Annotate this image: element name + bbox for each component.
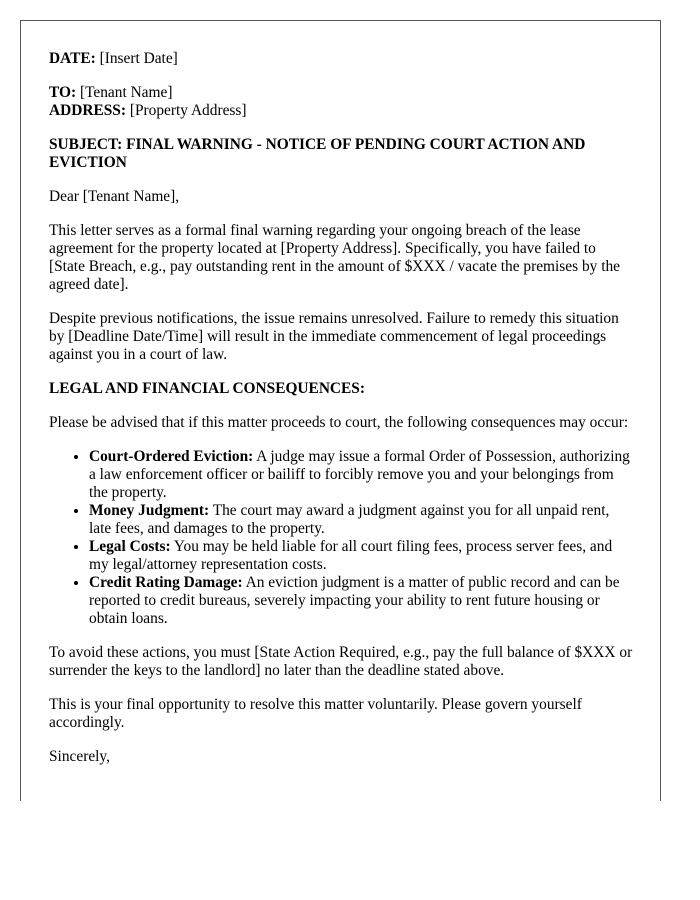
section-heading: LEGAL AND FINANCIAL CONSEQUENCES: [49, 380, 365, 397]
consequence-title: Credit Rating Damage: [89, 574, 243, 591]
list-item [89, 502, 634, 538]
consequence-title: Legal Costs: [89, 538, 171, 555]
consequence-title: Court-Ordered Eviction: [89, 448, 254, 465]
consequence-title: Money Judgment: [89, 502, 210, 519]
address-value: [Property Address] [125, 102, 247, 119]
letter-page [20, 20, 661, 801]
date-value: [Insert Date] [95, 50, 178, 67]
consequence-text: An eviction judgment is a matter of public record and can be reported to credit bureaus, severely impacting your ability to rent future housing or obtain loans. [89, 574, 620, 627]
paragraph-consequences-intro: Please be advised that if this matter proceeds to court, the following consequences may occur: [49, 414, 629, 431]
date-line [49, 50, 634, 68]
list-item [89, 448, 634, 502]
list-item [89, 574, 634, 628]
paragraph-final-opportunity: This is your final opportunity to resolve this matter voluntarily. Please govern yourself accordingly. [49, 696, 582, 731]
paragraph-breach: This letter serves as a formal final warning regarding your ongoing breach of the lease agreement for the property located at [Property Address]. Specifically, you have failed to [State Breach, e.g., pay outstanding rent in the amount of $XXX / vacate the premises by the agreed date]. [49, 222, 621, 293]
paragraph-required-action: To avoid these actions, you must [State Action Required, e.g., pay the full balance of $XXX or surrender the keys to the landlord] no later than the deadline stated above. [49, 644, 633, 679]
letter-body [49, 50, 634, 782]
list-item [89, 538, 634, 574]
consequence-text: You may be held liable for all court filing fees, process server fees, and my legal/attorney representation costs. [89, 538, 613, 573]
date-label: DATE: [49, 50, 96, 67]
salutation: Dear [Tenant Name], [49, 188, 180, 205]
paragraph-deadline: Despite previous notifications, the issue remains unresolved. Failure to remedy this situation by [Deadline Date/Time] will result in the immediate commencement of legal proceedings against you in a court of law. [49, 310, 619, 363]
closing: Sincerely, [49, 748, 110, 765]
subject-line: SUBJECT: FINAL WARNING - NOTICE OF PENDING COURT ACTION AND EVICTION [49, 136, 586, 171]
consequence-text: The court may award a judgment against you for all unpaid rent, late fees, and damages to the property. [89, 502, 610, 537]
consequence-text: A judge may issue a formal Order of Possession, authorizing a law enforcement officer or bailiff to forcibly remove you and your belongings from the property. [89, 448, 630, 501]
address-line [49, 102, 634, 120]
to-label: TO: [49, 84, 77, 101]
address-label: ADDRESS: [49, 102, 126, 119]
consequences-list [49, 448, 634, 628]
to-value: [Tenant Name] [76, 84, 173, 101]
recipient-line [49, 84, 634, 102]
